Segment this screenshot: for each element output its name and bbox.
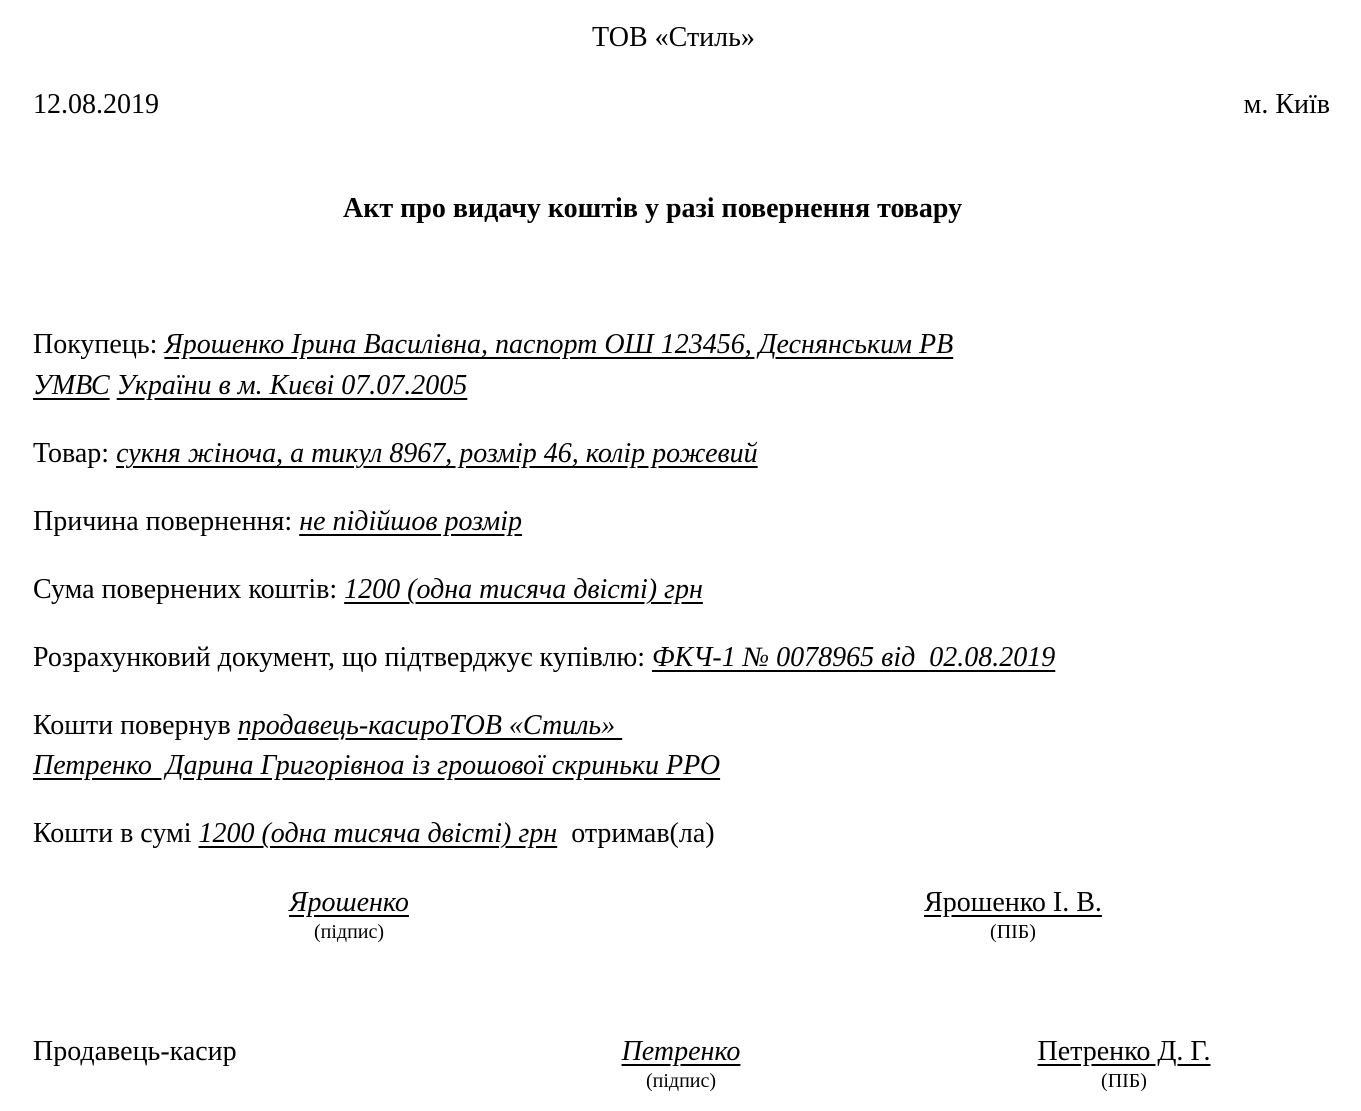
buyer-name-block bbox=[883, 886, 1143, 944]
amount-line bbox=[33, 573, 703, 607]
received-label: Кошти в сумі bbox=[33, 818, 199, 849]
company-name: ТОВ «Стиль» bbox=[592, 22, 755, 53]
returned-by-line bbox=[33, 709, 622, 743]
buyer-name: Ярошенко І. В. bbox=[924, 887, 1102, 918]
reason-line bbox=[33, 505, 522, 539]
amount-value: 1200 (одна тисяча двісті) грн bbox=[344, 574, 703, 605]
receipt-line bbox=[33, 641, 1055, 675]
received-line bbox=[33, 817, 715, 851]
returned-by-value-2: Петренко Дарина Григорівноа із грошової скриньки РРО bbox=[33, 750, 721, 781]
document-date: 12.08.2019 bbox=[33, 89, 159, 120]
buyer-label: Покупець: bbox=[33, 329, 165, 360]
document-city: м. Київ bbox=[1243, 89, 1330, 120]
cashier-name-caption: (ПІБ) bbox=[1101, 1070, 1147, 1092]
cashier-signature-caption: (підпис) bbox=[645, 1070, 717, 1092]
reason-label: Причина повернення: bbox=[33, 506, 300, 537]
cashier-signature: Петренко bbox=[621, 1036, 741, 1067]
cashier-signature-block bbox=[581, 1035, 781, 1093]
buyer-value-issued: України в м. Києві 07.07.2005 bbox=[116, 370, 468, 401]
buyer-signature-caption: (підпис) bbox=[313, 921, 385, 943]
returned-by-label: Кошти повернув bbox=[33, 710, 238, 741]
cashier-name: Петренко Д. Г. bbox=[1037, 1036, 1211, 1067]
returned-by-value: продавець-касироТОВ «Стиль» bbox=[237, 710, 623, 741]
document-title: Акт про видачу коштів у разі повернення товару bbox=[343, 193, 963, 224]
received-suffix: отримав(ла) bbox=[571, 818, 715, 849]
buyer-value: Ярошенко Ірина Василівна, паспорт ОШ 123456, Деснянським РВ bbox=[164, 329, 954, 360]
returned-by-line-2 bbox=[33, 749, 720, 783]
received-value: 1200 (одна тисяча двісті) грн bbox=[198, 818, 558, 849]
buyer-signature-block bbox=[249, 886, 449, 944]
receipt-label: Розрахунковий документ, що підтверджує купівлю: bbox=[33, 642, 653, 673]
buyer-name-caption: (ПІБ) bbox=[990, 921, 1036, 943]
cashier-role: Продавець-касир bbox=[33, 1036, 237, 1067]
receipt-value: ФКЧ-1 № 0078965 від 02.08.2019 bbox=[652, 642, 1056, 673]
buyer-line-2 bbox=[33, 369, 467, 403]
cashier-name-block bbox=[994, 1035, 1254, 1093]
buyer-value-authority: УМВС bbox=[33, 370, 110, 401]
reason-value: не підійшов розмір bbox=[299, 506, 523, 537]
goods-value: сукня жіноча, а тикул 8967, розмір 46, колір рожевий bbox=[116, 438, 758, 469]
amount-label: Сума повернених коштів: bbox=[33, 574, 345, 605]
buyer-line bbox=[33, 328, 953, 362]
goods-line bbox=[33, 437, 758, 471]
buyer-signature: Ярошенко bbox=[289, 887, 409, 918]
goods-label: Товар: bbox=[33, 438, 117, 469]
